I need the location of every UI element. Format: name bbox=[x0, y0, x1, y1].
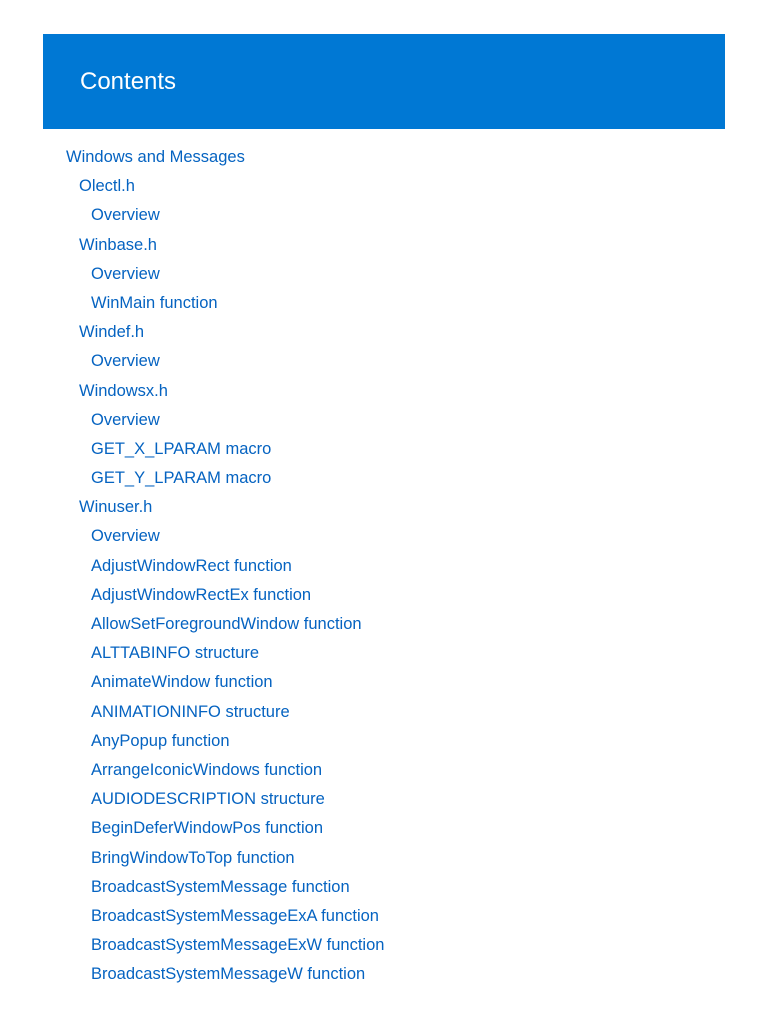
toc-link[interactable]: ALTTABINFO structure bbox=[91, 644, 260, 663]
toc-link[interactable]: Windef.h bbox=[79, 323, 145, 342]
toc-link[interactable]: ANIMATIONINFO structure bbox=[91, 702, 290, 721]
toc-link[interactable]: AnyPopup function bbox=[91, 731, 230, 750]
contents-header bbox=[43, 34, 725, 129]
toc-link[interactable]: Windowsx.h bbox=[79, 381, 168, 400]
toc-link[interactable]: BroadcastSystemMessageW function bbox=[91, 965, 366, 984]
toc-link[interactable]: Olectl.h bbox=[79, 177, 135, 196]
toc-link[interactable]: BroadcastSystemMessageExW function bbox=[91, 936, 385, 955]
toc-link[interactable]: GET_Y_LPARAM macro bbox=[91, 469, 272, 488]
toc-link[interactable]: Winbase.h bbox=[79, 235, 157, 254]
toc-link[interactable]: Windows and Messages bbox=[66, 148, 245, 166]
toc-link[interactable]: BroadcastSystemMessage function bbox=[91, 877, 350, 896]
toc-link[interactable]: AdjustWindowRect function bbox=[91, 556, 292, 575]
toc-link[interactable]: AdjustWindowRectEx function bbox=[91, 585, 312, 604]
toc-link[interactable]: AUDIODESCRIPTION structure bbox=[91, 790, 325, 809]
toc-link[interactable]: GET_X_LPARAM macro bbox=[91, 439, 272, 458]
page-title: Contents bbox=[80, 68, 177, 95]
toc-link[interactable]: Overview bbox=[91, 264, 160, 283]
toc-link[interactable]: AllowSetForegroundWindow function bbox=[91, 615, 362, 633]
toc-link[interactable]: WinMain function bbox=[91, 293, 218, 312]
toc-link[interactable]: AnimateWindow function bbox=[91, 673, 273, 692]
table-of-contents bbox=[0, 143, 768, 989]
toc-link[interactable]: BringWindowToTop function bbox=[91, 848, 295, 867]
toc-link[interactable]: ArrangeIconicWindows function bbox=[91, 760, 323, 779]
toc-link[interactable]: Overview bbox=[91, 527, 160, 546]
toc-link[interactable]: Winuser.h bbox=[79, 498, 153, 517]
toc-link[interactable]: Overview bbox=[91, 352, 160, 371]
toc-link[interactable]: Overview bbox=[91, 410, 160, 429]
toc-link[interactable]: Overview bbox=[91, 206, 160, 225]
toc-link[interactable]: BroadcastSystemMessageExA function bbox=[91, 906, 379, 925]
toc-link[interactable]: BeginDeferWindowPos function bbox=[91, 819, 324, 838]
